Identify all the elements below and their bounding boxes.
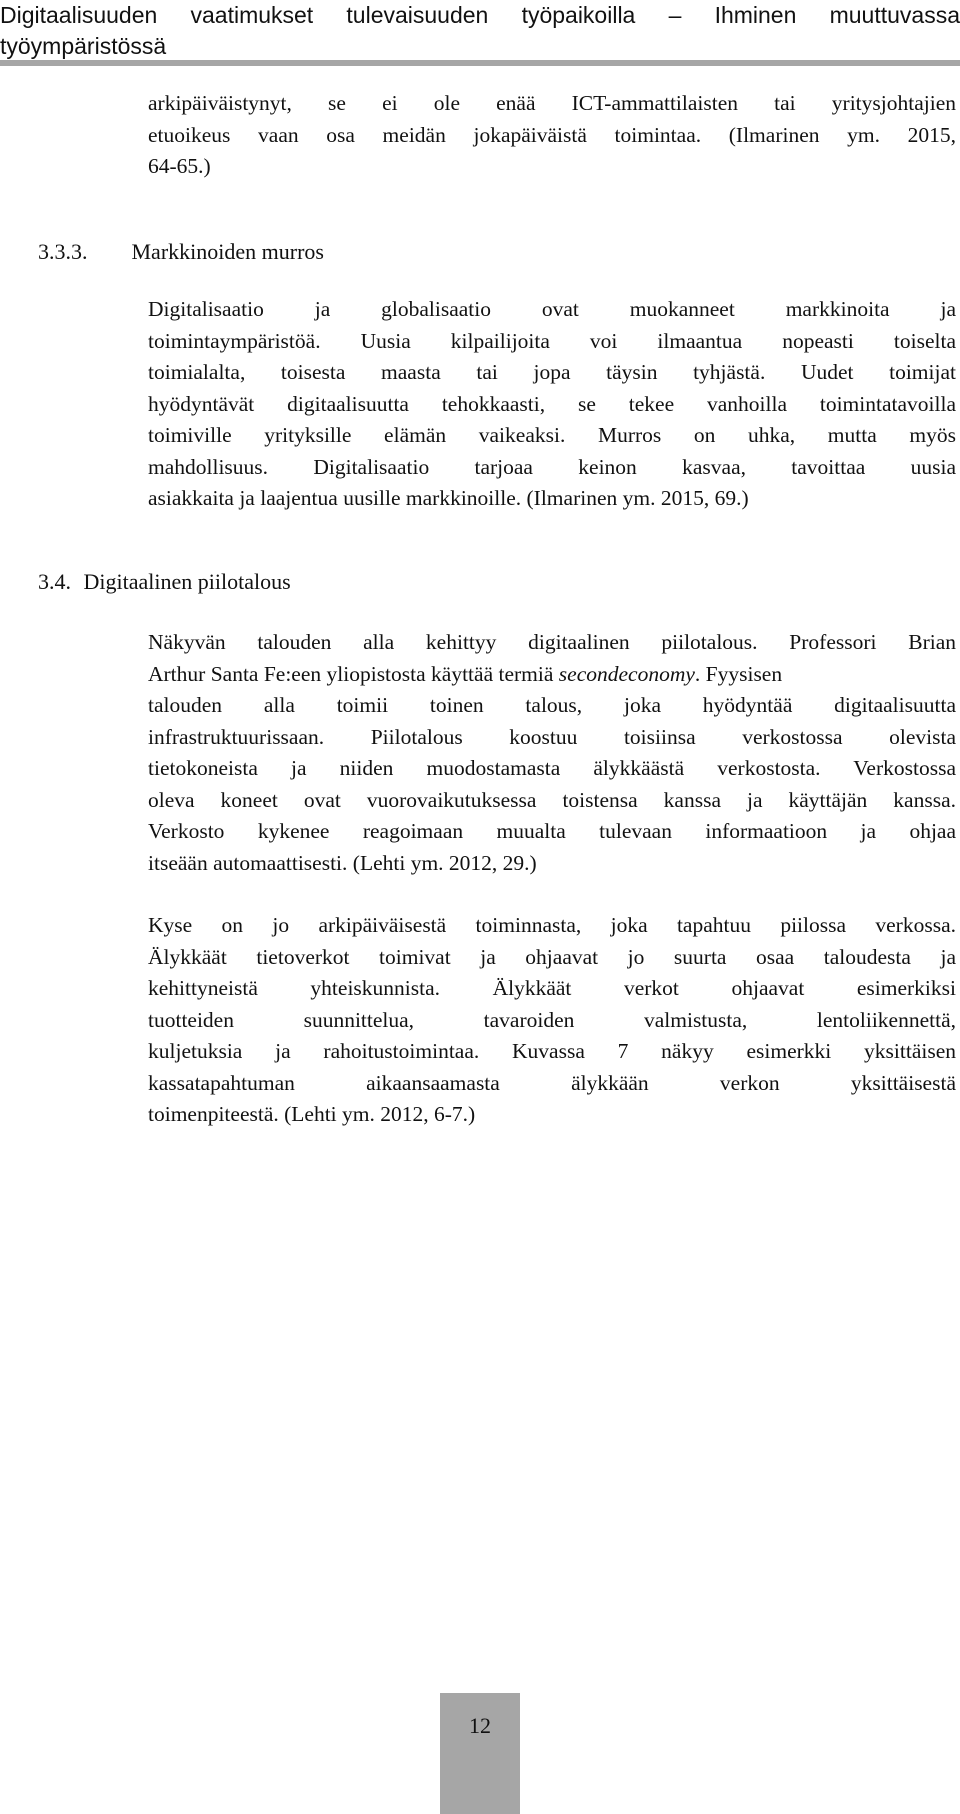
paragraph-line: asiakkaita ja laajentua uusille markkinoille. (Ilmarinen ym. 2015, 69.) — [148, 486, 749, 510]
paragraph-line: talouden alla toimii toinen talous, joka hyödyntää digitaalisuutta — [148, 693, 956, 717]
header-rule — [0, 60, 960, 66]
paragraph-line: mahdollisuus. Digitalisaatio tarjoaa keinon kasvaa, tavoittaa uusia — [148, 454, 956, 479]
italic-term: secondeconomy — [558, 661, 695, 686]
paragraph-line: toimenpiteestä. (Lehti ym. 2012, 6-7.) — [148, 1102, 476, 1126]
paragraph-line: Kyse on jo arkipäiväisestä toiminnasta, joka tapahtuu piilossa verkossa. — [148, 913, 956, 937]
paragraph-line: oleva koneet ovat vuorovaikutuksessa toistensa kanssa ja käyttäjän kanssa. — [148, 787, 956, 812]
running-header-title-line-2: työympäristössä — [0, 33, 167, 59]
header-word: Digitaalisuuden — [0, 2, 158, 28]
intro-paragraph — [148, 88, 956, 183]
paragraph-line: toimintaympäristöä. Uusia kilpailijoita voi ilmaantua nopeasti toiselta — [148, 328, 956, 353]
section-title: Digitaalinen piilotalous — [83, 569, 291, 594]
paragraph-line: Digitalisaatio ja globalisaatio ovat muokanneet markkinoita ja — [148, 297, 956, 321]
paragraph-line: Verkosto kykenee reagoimaan muualta tulevaan informaatioon ja ohjaa — [148, 819, 956, 843]
paragraph-line: toimiville yrityksille elämän vaikeaksi. Murros on uhka, mutta myös — [148, 423, 956, 447]
paragraph-line: tietokoneista ja niiden muodostamasta älykkäästä verkostosta. Verkostossa — [148, 756, 956, 780]
section-heading-3-4 — [38, 567, 291, 597]
paragraph-line: itseään automaattisesti. (Lehti ym. 2012, 29.) — [148, 850, 537, 875]
paragraph-line: kuljetuksia ja rahoitustoimintaa. Kuvassa 7 näkyy esimerkki yksittäisen — [148, 1039, 956, 1063]
header-word: vaatimukset — [190, 2, 314, 28]
paragraph-line: hyödyntävät digitaalisuutta tehokkaasti, se tekee vanhoilla toimintatavoilla — [148, 391, 956, 416]
page-number: 12 — [469, 1713, 491, 1738]
section-3-3-3-paragraph — [148, 294, 956, 515]
page-number-box — [440, 1693, 520, 1814]
paragraph-line: Näkyvän talouden alla kehittyy digitaalinen piilotalous. Professori Brian — [148, 630, 956, 654]
line-text: Arthur Santa Fe:een yliopistosta käyttää termiä — [148, 661, 559, 686]
paragraph-line: kehittyneistä yhteiskunnista. Älykkäät verkot ohjaavat esimerkiksi — [148, 976, 956, 1000]
paragraph-line: etuoikeus vaan osa meidän jokapäiväistä toimintaa. (Ilmarinen ym. 2015, — [148, 122, 956, 147]
header-word: muuttuvassa — [829, 2, 960, 28]
section-3-4-paragraph-1 — [148, 627, 956, 879]
paragraph-line: infrastruktuurissaan. Piilotalous koostuu toisiinsa verkostossa olevista — [148, 724, 956, 749]
paragraph-line: kassatapahtuman aikaansaamasta älykkään verkon yksittäisestä — [148, 1070, 956, 1095]
section-number: 3.3.3. — [38, 239, 88, 264]
paragraph-line: Älykkäät tietoverkot toimivat ja ohjaavat jo suurta osaa taloudesta ja — [148, 944, 956, 969]
section-3-4-paragraph-2 — [148, 910, 956, 1131]
paragraph-line: tuotteiden suunnittelua, tavaroiden valmistusta, lentoliikennettä, — [148, 1007, 956, 1032]
section-number: 3.4. — [38, 569, 71, 594]
header-word: tulevaisuuden — [346, 2, 489, 28]
running-header-title-line-1 — [0, 0, 960, 30]
header-word: – — [668, 2, 682, 28]
section-title: Markkinoiden murros — [131, 239, 324, 264]
paragraph-line: 64-65.) — [148, 154, 211, 178]
paragraph-line — [148, 659, 956, 691]
paragraph-line: toimialalta, toisesta maasta tai jopa täysin tyhjästä. Uudet toimijat — [148, 360, 956, 384]
header-word: Ihminen — [714, 2, 797, 28]
line-text: . Fyysisen — [694, 661, 783, 686]
paragraph-line: arkipäiväistynyt, se ei ole enää ICT-ammattilaisten tai yritysjohtajien — [148, 91, 956, 115]
running-header — [0, 0, 960, 66]
section-heading-3-3-3 — [38, 237, 324, 267]
header-word: työpaikoilla — [521, 2, 636, 28]
